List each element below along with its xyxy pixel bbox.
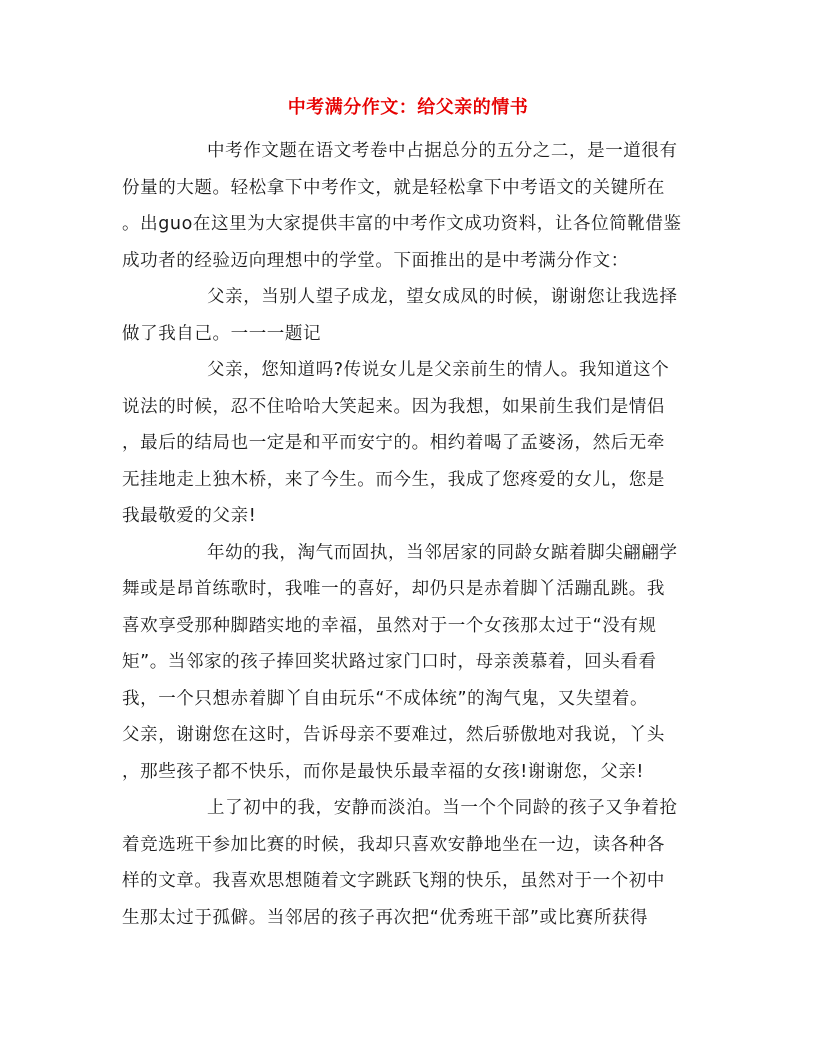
text-line: 样的文章。我喜欢思想随着文字跳跃飞翔的快乐，虽然对于一个初中 bbox=[122, 871, 665, 891]
text-line: 父亲，您知道吗?传说女儿是父亲前生的情人。我知道这个 bbox=[207, 360, 670, 380]
text-line: 喜欢享受那种脚踏实地的幸福，虽然对于一个女孩那太过于“没有规 bbox=[122, 615, 657, 636]
text-line: 我最敬爱的父亲! bbox=[122, 506, 257, 526]
text-line: ，最后的结局也一定是和平而安宁的。相约着喝了孟婆汤，然后无牵 bbox=[122, 433, 665, 453]
text-line: 着竞选班干参加比赛的时候，我却只喜欢安静地坐在一边，读各种各 bbox=[122, 834, 665, 855]
document-body bbox=[122, 136, 688, 939]
text-line: 舞或是昂首练歌时，我唯一的喜好，却仍只是赤着脚丫活蹦乱跳。我 bbox=[122, 579, 665, 599]
text-line: 父亲，当别人望子成龙，望女成凤的时候，谢谢您让我选择 bbox=[207, 287, 678, 307]
text-line: 年幼的我，淘气而固执，当邻居家的同龄女踮着脚尖翩翩学 bbox=[207, 542, 678, 563]
text-line: 做了我自己。一一一题记 bbox=[122, 323, 322, 344]
text-line: ，那些孩子都不快乐，而你是最快乐最幸福的女孩!谢谢您，父亲! bbox=[122, 761, 645, 782]
text-line: 我，一个只想赤着脚丫自由玩乐“不成体统”的淘气鬼，又失望着。 bbox=[122, 688, 649, 709]
text-line: 生那太过于孤僻。当邻居的孩子再次把“优秀班干部”或比赛所获得 bbox=[122, 907, 649, 928]
text-line: 矩”。当邻家的孩子捧回奖状路过家门口时，母亲羡慕着，回头看看 bbox=[122, 652, 657, 672]
text-line: 份量的大题。轻松拿下中考作文，就是轻松拿下中考语文的关键所在 bbox=[122, 177, 665, 198]
text-line: 上了初中的我，安静而淡泊。当一个个同龄的孩子又争着抢 bbox=[207, 798, 678, 818]
text-line: 无挂地走上独木桥，来了今生。而今生，我成了您疼爱的女儿，您是 bbox=[122, 469, 665, 490]
text-line: 父亲，谢谢您在这时，告诉母亲不要难过，然后骄傲地对我说，丫头 bbox=[122, 725, 665, 745]
text-line: 中考作文题在语文考卷中占据总分的五分之二，是一道很有 bbox=[207, 141, 678, 161]
text-line: 成功者的经验迈向理想中的学堂。下面推出的是中考满分作文： bbox=[122, 250, 629, 271]
document-title: 中考满分作文：给父亲的情书 bbox=[287, 97, 529, 118]
text-line: 说法的时候，忍不住哈哈大笑起来。因为我想，如果前生我们是情侣 bbox=[122, 396, 665, 417]
text-line: 。出guo在这里为大家提供丰富的中考作文成功资料，让各位简靴借鉴 bbox=[122, 214, 682, 234]
